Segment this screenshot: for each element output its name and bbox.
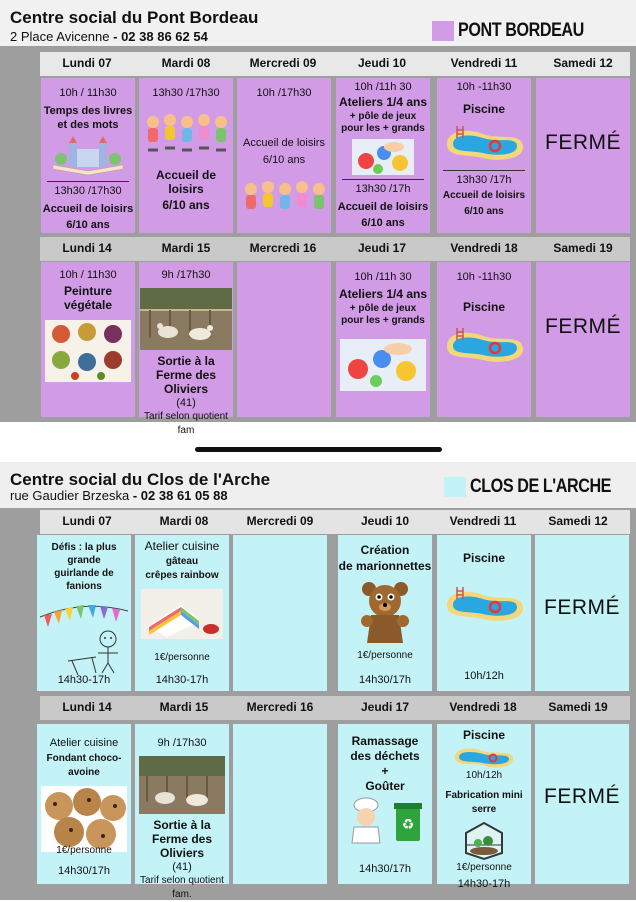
time: 13h30 /17h30 (54, 185, 122, 197)
terrarium-illustration (462, 821, 506, 861)
farm-photo (139, 756, 225, 814)
activity-title: Goûter (365, 779, 405, 793)
activity-cell-lundi-14 (41, 262, 135, 417)
legend-pont-bordeau (432, 20, 606, 42)
activity-cell-mercredi-16 (233, 724, 327, 884)
activity-title: Peinture végétale (63, 284, 113, 312)
closed-label: FERMÉ (545, 315, 621, 338)
legend-label: CLOS DE L'ARCHE (470, 476, 612, 497)
center-address: 2 Place Avicenne - 02 38 86 62 54 (10, 29, 208, 44)
activity-extra: pour les + grands (341, 123, 425, 134)
activity-title: des déchets (350, 749, 420, 763)
time: 14h30-17h (457, 878, 511, 890)
day-header: Mardi 08 (161, 56, 211, 70)
activity-title: Ferme des Oliviers (151, 832, 213, 860)
age-range: 6/10 ans (162, 198, 210, 212)
legend-clos-arche (444, 476, 636, 498)
activity-title: Ateliers 1/4 ans (338, 287, 428, 301)
activity-cell-lundi-07 (37, 535, 131, 691)
time: 14h30/17h (58, 865, 110, 877)
children-dancing-illustration (241, 181, 327, 221)
activity-cell-vendredi-11 (437, 78, 531, 233)
age-range: 6/10 ans (66, 219, 110, 231)
age-range: 6/10 ans (361, 217, 405, 229)
price: 1€/personne (56, 845, 112, 856)
activity-cell-mardi-08 (135, 535, 229, 691)
activity-title: Piscine (462, 728, 506, 742)
time: 10h /11h 30 (354, 81, 412, 93)
center-title: Centre social du Pont Bordeau (10, 8, 259, 27)
day-header: Mercredi 16 (246, 700, 314, 714)
activity-extra: + pôle de jeux (349, 303, 417, 314)
bear-puppet-illustration (357, 579, 413, 645)
time: 10h -11h30 (456, 271, 512, 283)
time: 14h30/17h (359, 674, 411, 686)
activity-cell-samedi-12 (535, 535, 629, 691)
day-header: Lundi 14 (62, 241, 112, 255)
activity-title: Création (360, 543, 410, 557)
time: 10h /11h 30 (354, 271, 412, 283)
week2-header-row (40, 237, 630, 261)
pool-illustration (439, 322, 529, 366)
pool-illustration (439, 122, 529, 164)
day-header: Mercredi 16 (249, 241, 317, 255)
time: 10h/12h (465, 770, 503, 781)
day-header: Mardi 15 (161, 241, 211, 255)
activity-title: Défis : la plus grande (51, 542, 117, 566)
activity-cell-vendredi-11 (437, 535, 531, 691)
activity-title: Ferme des Oliviers (155, 368, 217, 396)
activity-title: Sortie à la (153, 818, 211, 832)
time: 14h30/17h (359, 863, 411, 875)
day-header: Samedi 12 (553, 56, 613, 70)
day-header: Mercredi 09 (249, 56, 317, 70)
activity-cell-samedi-19 (536, 262, 630, 417)
activity-title: Piscine (462, 300, 506, 314)
activity-subtitle: Fondant choco-avoine (46, 753, 122, 778)
activity-extra: + pôle de jeux (349, 111, 417, 122)
farm-photo (140, 288, 232, 350)
day-header: Vendredi 11 (450, 56, 518, 70)
pool-illustration (439, 581, 529, 625)
center-title: Centre social du Clos de l'Arche (10, 470, 271, 489)
activity-title: Accueil de loisirs (442, 190, 526, 201)
week1-header-row (40, 510, 630, 534)
activity-title: Accueil de loisirs (337, 201, 429, 213)
activity-extra: pour les + grands (341, 315, 425, 326)
activity-title: Atelier cuisine (49, 737, 119, 749)
activity-cell-mardi-15 (139, 262, 233, 436)
day-header: Vendredi 11 (449, 514, 517, 528)
cookies-photo (41, 786, 127, 852)
closed-label: FERMÉ (544, 596, 620, 619)
activity-cell-mercredi-16 (237, 262, 331, 417)
day-header: Lundi 07 (62, 514, 112, 528)
activity-cell-jeudi-17 (336, 262, 430, 417)
day-header: Samedi 19 (553, 241, 613, 255)
closed-label: FERMÉ (545, 131, 621, 154)
time: 10h / 11h30 (59, 269, 117, 281)
activity-cell-jeudi-10 (336, 78, 430, 233)
closed-label: FERMÉ (544, 785, 620, 808)
svg-text:♻: ♻ (401, 817, 415, 833)
price: 1€/personne (357, 650, 413, 661)
day-header: Jeudi 17 (357, 241, 407, 255)
time: 9h /17h30 (157, 737, 207, 749)
activity-title: Piscine (462, 102, 506, 116)
activity-subtitle: crêpes rainbow (145, 570, 219, 581)
day-header: Samedi 12 (548, 514, 608, 528)
clos-arche-section (0, 462, 636, 900)
activity-title: Temps des livres et des mots (43, 105, 133, 131)
activity-cell-samedi-19 (535, 724, 629, 884)
day-header: Jeudi 17 (360, 700, 410, 714)
pool-illustration (449, 743, 519, 769)
time: 14h30-17h (57, 674, 111, 686)
activity-cell-mercredi-09 (233, 535, 327, 691)
time: 14h30-17h (155, 674, 209, 686)
center-address: rue Gaudier Brzeska - 02 38 61 05 88 (10, 488, 228, 503)
week1-header-row (40, 52, 630, 76)
time: 13h30 /17h (456, 174, 512, 186)
activity-cell-mercredi-09 (237, 78, 331, 233)
activity-cell-vendredi-18 (437, 724, 531, 890)
activity-title: Ateliers 1/4 ans (338, 95, 428, 109)
pont-bordeau-section (0, 0, 636, 440)
activity-title: Fabrication mini serre (445, 790, 523, 815)
activity-title: Piscine (462, 551, 506, 565)
activity-location: (41) (176, 397, 196, 409)
activity-cell-mardi-15 (135, 724, 229, 900)
activity-cell-jeudi-17 (338, 724, 432, 884)
bunting-drawing (38, 597, 130, 681)
activity-subtitle: gâteau (165, 556, 199, 567)
activity-title: Accueil de loisirs (42, 203, 134, 215)
day-header: Mardi 08 (159, 514, 209, 528)
day-header: Jeudi 10 (357, 56, 407, 70)
legend-swatch (432, 21, 454, 41)
playdough-illustration (352, 139, 414, 175)
book-castle-illustration (49, 135, 127, 175)
activity-cell-lundi-14 (37, 724, 131, 884)
plant-dyes-illustration (45, 320, 131, 382)
time: 13h30 /17h (355, 183, 411, 195)
chef-and-recycle-bin-illustration (342, 797, 428, 843)
day-header: Lundi 07 (62, 56, 112, 70)
week2-header-row (40, 696, 630, 720)
price: 1€/personne (154, 652, 210, 663)
day-header: Jeudi 10 (360, 514, 410, 528)
section-divider (195, 447, 442, 452)
activity-title: Accueil de loisirs (155, 168, 217, 196)
day-header: Vendredi 18 (450, 241, 518, 255)
day-header: Samedi 19 (548, 700, 608, 714)
activity-cell-samedi-12 (536, 78, 630, 233)
legend-label: PONT BORDEAU (458, 20, 584, 41)
activity-cell-lundi-07 (41, 78, 135, 233)
price-note: Tarif selon quotient fam (144, 411, 228, 436)
children-dancing-illustration (143, 112, 229, 158)
time: 9h /17h30 (161, 269, 211, 281)
price: 1€/personne (456, 862, 512, 873)
activity-cell-vendredi-18 (437, 262, 531, 417)
activity-cell-jeudi-10 (338, 535, 432, 691)
activity-title: guirlande de fanions (54, 568, 114, 592)
age-range: 6/10 ans (262, 154, 306, 166)
age-range: 6/10 ans (464, 206, 504, 217)
time: 13h30 /17h30 (152, 87, 220, 99)
activity-title: Sortie à la (157, 354, 215, 368)
activity-title: de marionnettes (338, 559, 432, 573)
time: 10h /17h30 (256, 87, 312, 99)
day-header: Mercredi 09 (246, 514, 314, 528)
day-header: Lundi 14 (62, 700, 112, 714)
activity-title: Ramassage (351, 734, 419, 748)
time: 10h / 11h30 (59, 87, 117, 99)
activity-cell-mardi-08 (139, 78, 233, 233)
day-header: Mardi 15 (159, 700, 209, 714)
activity-title: Atelier cuisine (144, 539, 220, 553)
day-header: Vendredi 18 (449, 700, 517, 714)
activity-plus: + (381, 764, 389, 778)
time: 10h -11h30 (456, 81, 512, 93)
activity-location: (41) (172, 861, 192, 873)
rainbow-crepe-cake-photo (141, 589, 223, 639)
legend-swatch (444, 477, 466, 497)
time: 10h/12h (464, 670, 504, 682)
playdough-illustration (340, 339, 426, 391)
activity-title: Accueil de loisirs (243, 137, 325, 149)
price-note: Tarif selon quotient fam. (140, 875, 224, 900)
